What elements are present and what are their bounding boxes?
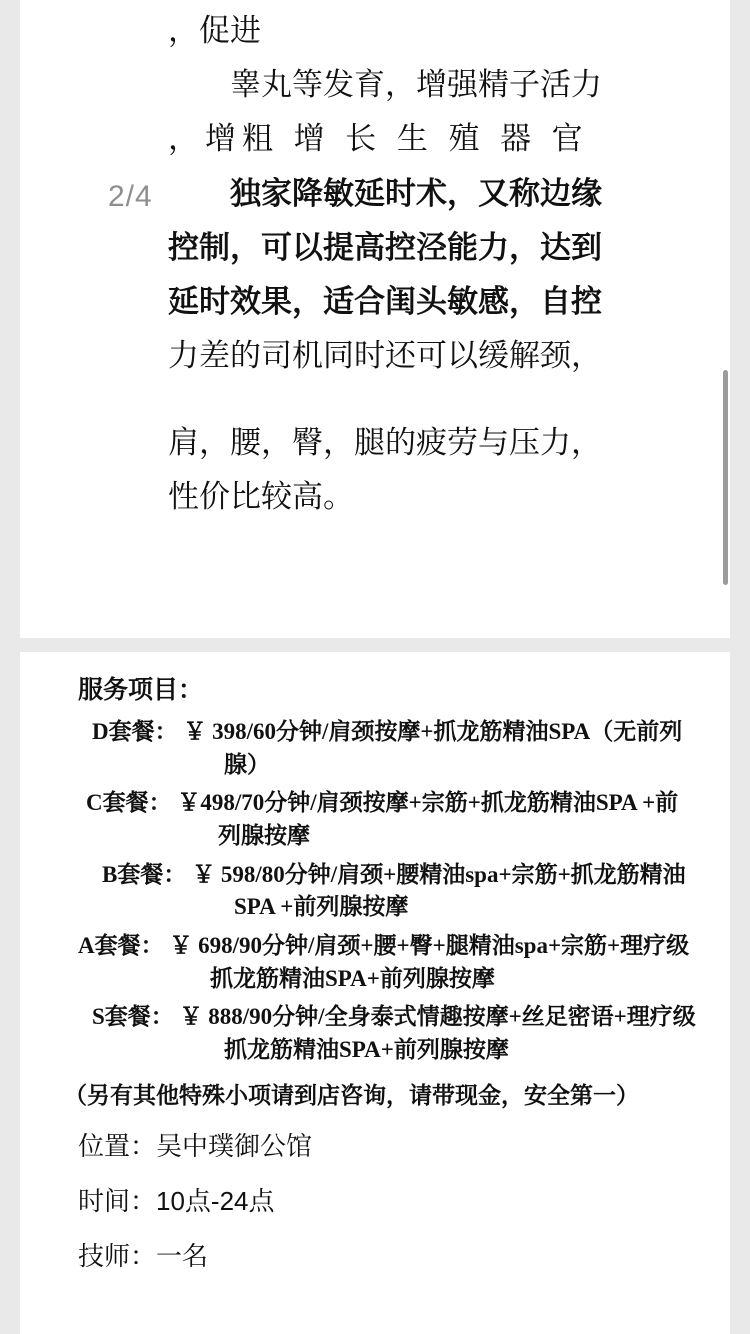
package-line-cont: 腺） xyxy=(224,751,270,777)
package-line-cont: 列腺按摩 xyxy=(218,822,310,848)
package-line-cont: 抓龙筋精油SPA+前列腺按摩 xyxy=(210,965,495,991)
article-line: ，促进 xyxy=(168,13,261,48)
article-line: 延时效果，适合闺头敏感，自控 xyxy=(168,284,602,320)
field-hours-value: 10点-24点 xyxy=(156,1185,275,1216)
package-line: C套餐： ￥498/70分钟/肩颈按摩+宗筋+抓龙筋精油SPA +前 xyxy=(86,790,679,816)
package-line-cont: SPA +前列腺按摩 xyxy=(234,894,409,920)
field-hours xyxy=(78,1181,708,1218)
pricelist-note: （另有其他特殊小项请到店咨询，请带现金，安全第一） xyxy=(64,1082,639,1108)
article-line: 性价比较高。 xyxy=(168,478,354,514)
article-line: 睾丸等发育，增强精子活力 xyxy=(230,67,602,103)
list-item xyxy=(78,1001,708,1066)
package-line: A套餐： ￥ 698/90分钟/肩颈+腰+臀+腿精油spa+宗筋+理疗级 xyxy=(78,932,690,958)
article-line: 控制，可以提高控泾能力，达到 xyxy=(168,229,602,265)
pricelist-title: 服务项目： xyxy=(78,677,204,704)
field-staff-label: 技师： xyxy=(78,1240,157,1271)
article-text xyxy=(20,0,730,522)
field-staff-value: 一名 xyxy=(156,1240,209,1271)
field-location xyxy=(78,1126,708,1163)
list-item xyxy=(78,716,708,781)
field-hours-label: 时间： xyxy=(78,1185,157,1216)
list-item xyxy=(78,859,708,924)
field-location-value: 吴中璞御公馆 xyxy=(156,1130,313,1161)
package-line: D套餐： ￥ 398/60分钟/肩颈按摩+抓龙筋精油SPA（无前列 xyxy=(92,719,683,744)
list-item xyxy=(78,787,708,852)
article-line: 独家降敏延时术，又称边缘 xyxy=(230,175,602,211)
article-card xyxy=(20,0,730,638)
field-staff xyxy=(78,1236,708,1273)
pricelist xyxy=(20,652,730,1273)
package-line: B套餐： ￥ 598/80分钟/肩颈+腰精油spa+宗筋+抓龙筋精油 xyxy=(102,861,686,887)
page-indicator: 2/4 xyxy=(108,180,153,213)
field-location-label: 位置： xyxy=(78,1130,157,1161)
article-line: ，增粗 增 长 生 殖 器 官 xyxy=(168,121,589,157)
vertical-scrollbar[interactable] xyxy=(723,370,728,585)
article-line: 肩，腰，臀，腿的疲劳与压力， xyxy=(168,424,602,460)
package-line: S套餐： ￥ 888/90分钟/全身泰式情趣按摩+丝足密语+理疗级 xyxy=(92,1004,696,1030)
package-line-cont: 抓龙筋精油SPA+前列腺按摩 xyxy=(224,1036,509,1062)
pricelist-card xyxy=(20,652,730,1334)
article-line: 力差的司机同时还可以缓解颈， xyxy=(168,338,602,374)
list-item xyxy=(78,930,708,995)
